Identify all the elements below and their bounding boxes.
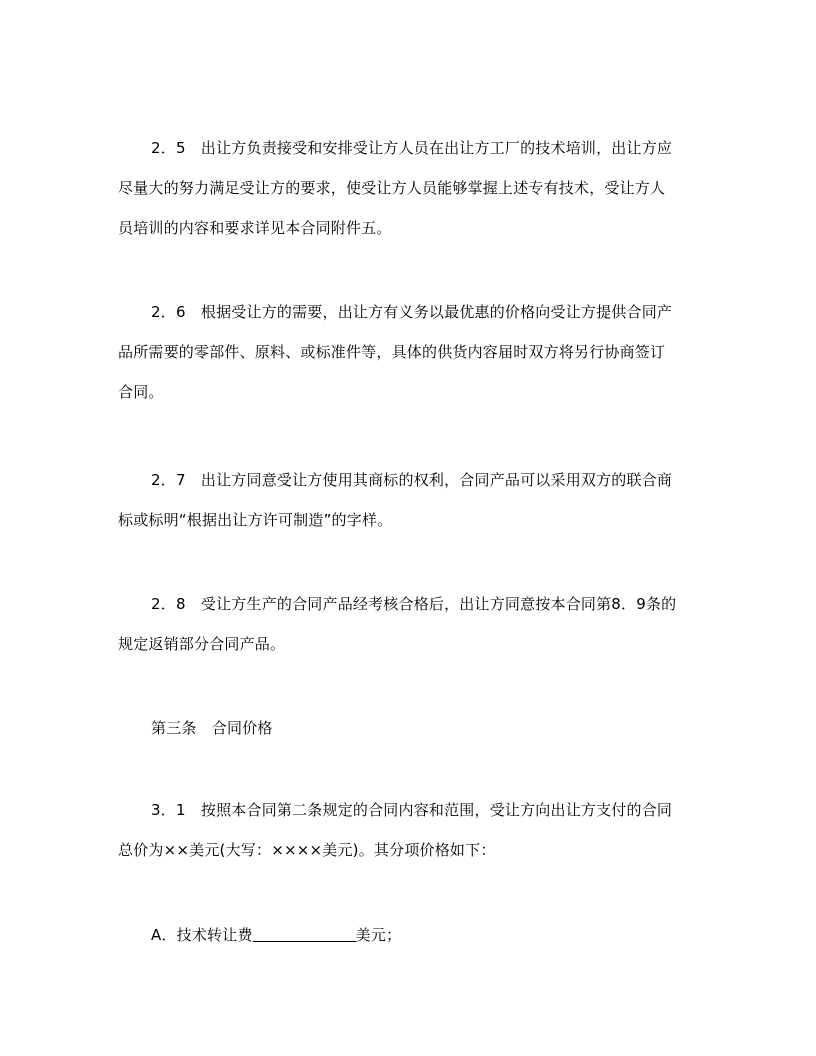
- fill-in-blank: [253, 923, 356, 942]
- paragraph-2-5: [118, 128, 708, 248]
- text-line: 3．1 按照本合同第二条规定的合同内容和范围，受让方向出让方支付的合同: [151, 801, 673, 819]
- text-line: 规定返销部分合同产品。: [118, 635, 286, 653]
- item-a-unit: 美元；: [355, 926, 402, 944]
- paragraph-3-1: [118, 790, 708, 870]
- text-line: 品所需要的零部件、原料、或标准件等，具体的供货内容届时双方将另行协商签订: [118, 343, 666, 361]
- text-line: 2．5 出让方负责接受和安排受让方人员在出让方工厂的技术培训，出让方应: [151, 139, 673, 157]
- section-heading-article-3: [118, 708, 708, 748]
- item-line: [118, 915, 708, 955]
- text-line: 2．6 根据受让方的需要，出让方有义务以最优惠的价格向受让方提供合同产: [151, 303, 673, 321]
- paragraph-2-6: [118, 292, 708, 412]
- text-line: 总价为××美元(大写：××××美元)。其分项价格如下：: [118, 841, 496, 859]
- text-line: 尽量大的努力满足受让方的要求，使受让方人员能够掌握上述专有技术，受让方人: [118, 179, 666, 197]
- text-line: 2．8 受让方生产的合同产品经考核合格后，出让方同意按本合同第8．9条的: [151, 595, 677, 613]
- text-line: 标或标明“根据出让方许可制造”的字样。: [118, 511, 393, 529]
- paragraph-2-8: [118, 584, 708, 664]
- text-line: 合同。: [118, 383, 164, 401]
- item-a-technology-fee: [118, 915, 708, 955]
- item-a-label: A．技术转让费: [151, 926, 253, 944]
- text-line: 员培训的内容和要求详见本合同附件五。: [118, 219, 392, 237]
- text-line: 2．7 出让方同意受让方使用其商标的权利，合同产品可以采用双方的联合商: [151, 471, 673, 489]
- heading-line: 第三条 合同价格: [151, 719, 273, 737]
- paragraph-2-7: [118, 460, 708, 540]
